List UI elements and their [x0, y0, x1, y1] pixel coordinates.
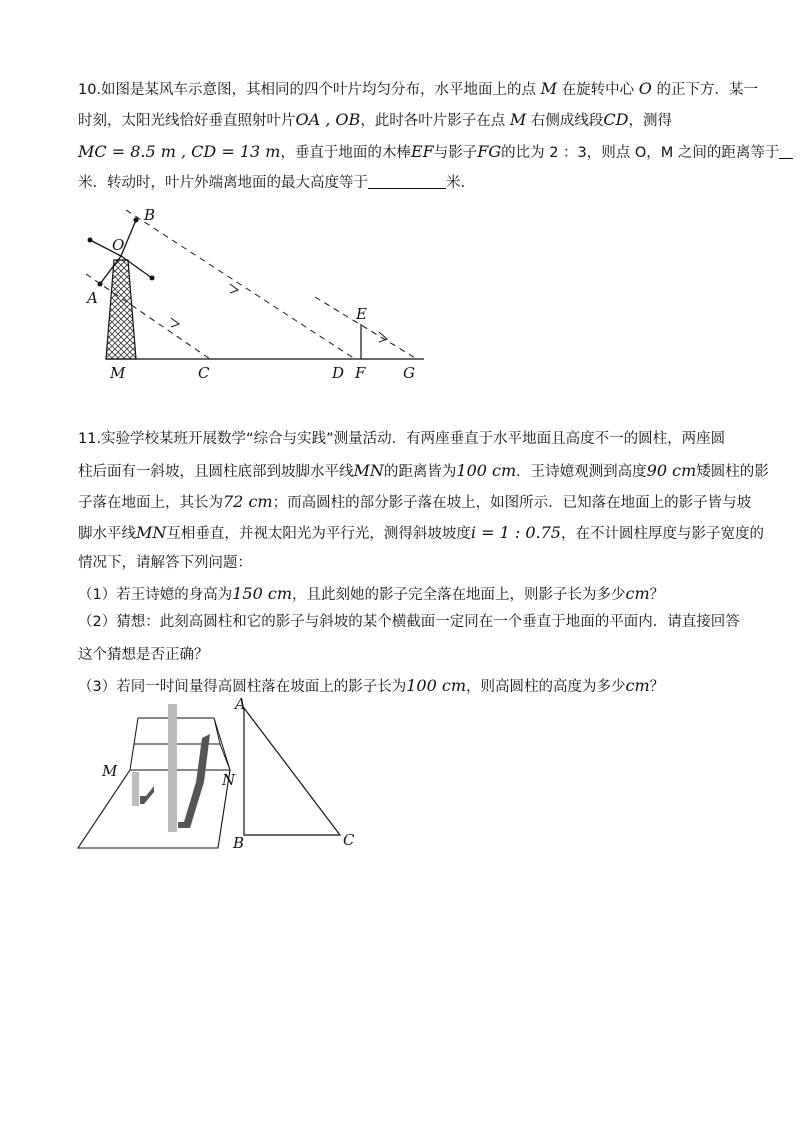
label-a: A [235, 698, 246, 713]
tall-cylinder [168, 704, 177, 832]
label-a: A [87, 289, 98, 307]
q11-text: 柱后面有一斜坡，且圆柱底部到坡脚水平线 [78, 464, 354, 480]
q11-part-2b [78, 648, 718, 663]
windmill-tower [106, 260, 136, 359]
q11-line-2 [78, 461, 769, 480]
q11-text: 11.实验学校某班开展数学“综合与实践”测量活动．有两座垂直于水平地面且高度不一的圆柱，两座圆 [78, 431, 726, 447]
q10-math-measurements: MC = 8.5 m , CD = 13 m [78, 142, 281, 161]
triangle-abc [244, 708, 340, 835]
q10-line-3 [78, 142, 780, 161]
q11-text: ．王诗嬑观测到高度 [516, 464, 647, 480]
q10-text: 10.如图是某风车示意图，其相同的四个叶片均匀分布，水平地面上的点 [78, 82, 541, 98]
q10-answer-blank-2[interactable] [368, 176, 446, 189]
q11-shadow-length: 72 cm [223, 492, 273, 511]
slope-edge [220, 744, 230, 770]
q10-text: 在旋转中心 [557, 82, 639, 98]
q11-cylinders-figure [70, 698, 380, 858]
q10-point-m: M [509, 110, 527, 129]
q11-text: ？ [649, 679, 665, 695]
q11-text: 情况下，请解答下列问题： [78, 555, 252, 571]
q11-line-5 [78, 556, 718, 571]
blade-tip-b [134, 218, 139, 223]
ray-arrow [379, 332, 387, 342]
sun-ray-through-b [126, 210, 355, 359]
q11-distance-value: 100 cm [456, 461, 517, 480]
ray-arrow [230, 284, 238, 293]
q10-answer-blank-1[interactable] [779, 146, 793, 159]
q11-text: 矮圆柱的影 [696, 464, 769, 480]
label-n: N [222, 771, 236, 789]
q11-text: 互相垂直，并视太阳光为平行光，测得斜坡坡度 [166, 526, 471, 542]
q10-windmill-figure [70, 202, 440, 387]
q10-text: 米．转动时，叶片外端离地面的最大高度等于 [78, 175, 368, 191]
q11-text: 这个猜想是否正确？ [78, 647, 209, 663]
q11-unit: cm [625, 584, 650, 603]
label-c: C [198, 364, 210, 382]
label-f: F [355, 364, 366, 382]
ground-plane [78, 770, 230, 848]
label-d: D [332, 364, 345, 382]
q11-line-3 [78, 492, 752, 511]
label-m: M [102, 762, 118, 780]
q10-text: 的比为 2 ：3，则点 O，M 之间的距离等于 [501, 145, 780, 161]
label-c: C [343, 831, 355, 849]
label-m: M [110, 364, 126, 382]
q10-text: ，垂直于地面的木棒 [280, 145, 411, 161]
q11-text: ，且此刻她的影子完全落在地面上，则影子长为多少 [292, 587, 626, 603]
q10-text: 右侧成线段 [526, 113, 604, 129]
sun-ray-through-a [86, 274, 210, 359]
q11-line-4 [78, 523, 764, 542]
q11-part-2a [78, 614, 740, 630]
label-b: B [233, 834, 245, 852]
tall-cylinder-shadow [178, 734, 210, 828]
q10-text: 的正下方．某一 [651, 82, 759, 98]
label-e: E [356, 305, 367, 323]
q11-short-cylinder-height: 90 cm [646, 461, 697, 480]
q11-text: （1）若王诗嬑的身高为 [78, 587, 233, 603]
q11-text: （3）若同一时间量得高圆柱落在坡面上的影子长为 [78, 679, 407, 695]
q11-part-3 [78, 678, 718, 695]
q11-text: ？ [649, 587, 665, 603]
q10-segment-fg: FG [477, 142, 502, 161]
q11-slope-ratio: i = 1 : 0.75 [470, 523, 561, 542]
blade-tip-a [98, 282, 103, 287]
q10-text: ，测得 [628, 113, 672, 129]
blade-tip-right [150, 276, 155, 281]
q11-text: 的距离皆为 [383, 464, 457, 480]
q11-slope-shadow-length: 100 cm [406, 676, 466, 695]
q11-text: 子落在地面上，其长为 [78, 495, 223, 511]
q11-person-height: 150 cm [232, 584, 292, 603]
q10-point-m: M [540, 79, 558, 98]
short-cylinder [132, 772, 139, 806]
q11-line-mn: MN [136, 523, 167, 542]
label-b: B [144, 206, 156, 224]
q11-line-mn: MN [353, 461, 384, 480]
q11-text: （2）猜想：此刻高圆柱和它的影子与斜坡的某个横截面一定同在一个垂直于地面的平面内．请直接回答 [78, 614, 740, 630]
q10-segment-cd: CD [603, 110, 629, 129]
short-cylinder-shadow [140, 786, 154, 804]
q10-math-oa-ob: OA , OB [295, 110, 361, 129]
q11-unit: cm [625, 676, 650, 695]
q10-segment-ef: EF [410, 142, 434, 161]
label-o: O [112, 236, 125, 254]
q10-line-4 [78, 176, 718, 191]
q10-text: ，此时各叶片影子在点 [360, 113, 510, 129]
q11-line-1 [78, 431, 726, 447]
q10-line-1 [78, 79, 759, 98]
q10-line-2 [78, 112, 718, 129]
q10-point-o: O [638, 79, 652, 98]
q11-text: ，则高圆柱的高度为多少 [466, 679, 626, 695]
blade-tip-left [88, 238, 93, 243]
q10-text: 米． [446, 175, 475, 191]
q11-text: ；而高圆柱的部分影子落在坡上，如图所示．已知落在地面上的影子皆与坡 [272, 495, 752, 511]
q11-text: 脚水平线 [78, 526, 136, 542]
q10-text: 与影子 [433, 145, 478, 161]
q10-text: 时刻，太阳光线恰好垂直照射叶片 [78, 113, 296, 129]
label-g: G [403, 364, 415, 382]
q11-text: ，在不计圆柱厚度与影子宽度的 [560, 526, 764, 542]
slope-edge [214, 718, 220, 744]
q11-part-1 [78, 586, 718, 603]
ray-arrow [171, 318, 179, 327]
